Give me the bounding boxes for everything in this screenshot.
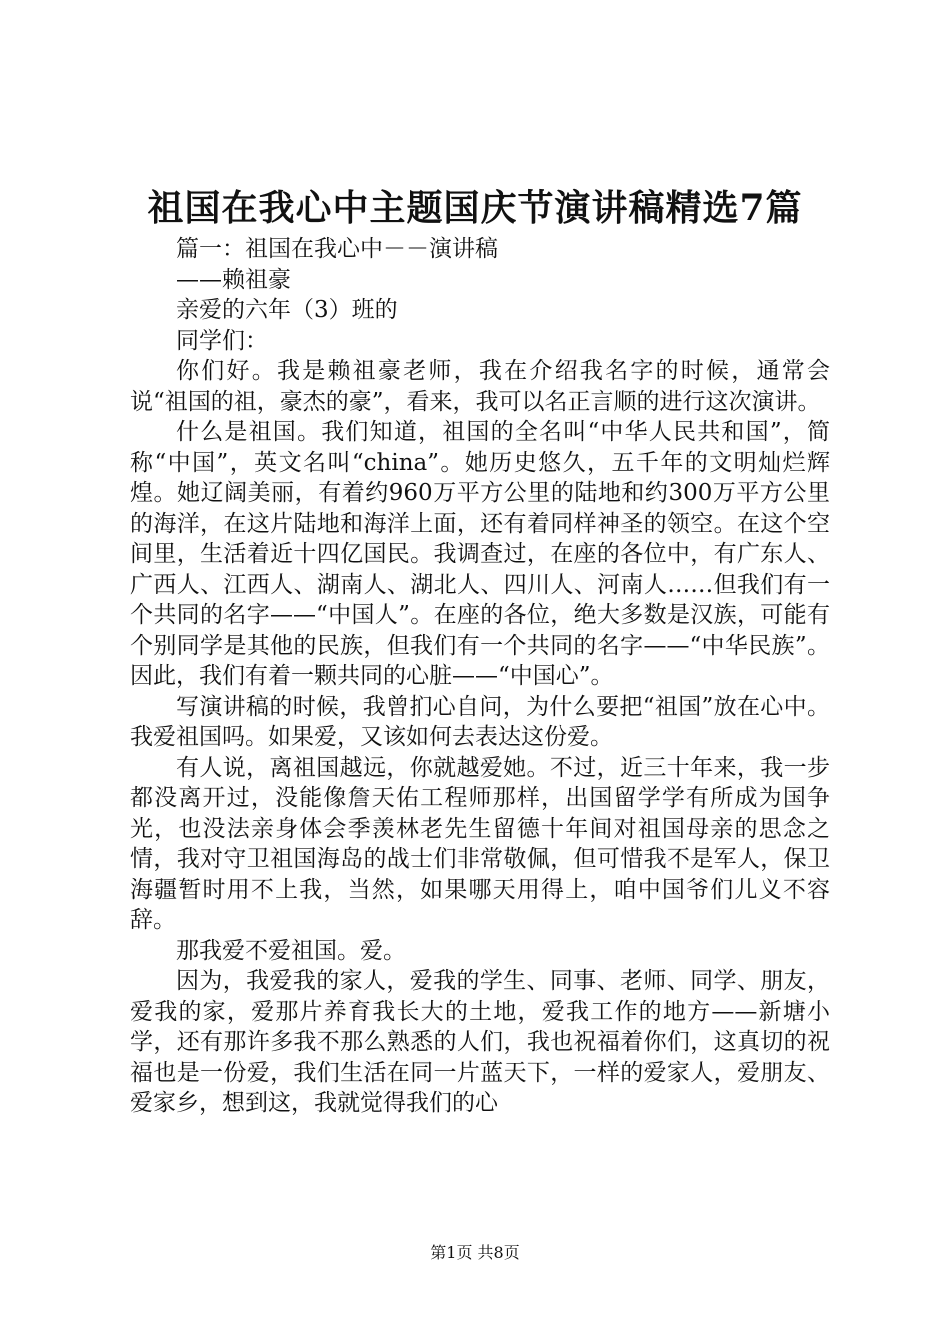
paragraph-love-answer: 那我爱不爱祖国。爱。	[176, 937, 406, 964]
paragraph-salutation-line-1: 亲爱的六年（3）班的	[176, 297, 398, 323]
document-body	[130, 234, 830, 1119]
document-title: 祖国在我心中主题国庆节演讲稿精选7篇	[147, 187, 803, 229]
paragraph-salutation-line-2: 同学们：	[176, 327, 268, 354]
page-number-footer: 第1页 共8页	[430, 1243, 520, 1262]
paragraph-what-is-motherland: 什么是祖国。我们知道，祖国的全名叫“中华人民共和国”，简称“中国”，英文名叫“china”。她历史悠久，五千年的文明灿烂辉煌。她辽阔美丽，有着约960万平方公里的陆地和约300万平方公里的海洋，在这片陆地和海洋上面，还有着同样神圣的领空。在这个空间里，生活着近十四亿国民。我调查过，在座的各位中，有广东人、广西人、江西人、湖南人、湖北人、四川人、河南人……但我们有一个共同的名字——“中国人”。在座的各位，绝大多数是汉族，可能有个别同学是其他的民族，但我们有一个共同的名字——“中华民族”。因此，我们有着一颗共同的心脏——“中国心”。	[130, 419, 830, 689]
paragraph-author: ——赖祖豪	[176, 266, 291, 293]
paragraph-because: 因为，我爱我的家人，爱我的学生、同事、老师、同学、朋友，爱我的家，爱那片养育我长大的土地，爱我工作的地方——新塘小学，还有那许多我不那么熟悉的人们，我也祝福着你们，这真切的祝福也是一份爱，我们生活在同一片蓝天下，一样的爱家人，爱朋友、爱家乡，想到这，我就觉得我们的心	[130, 968, 830, 1116]
paragraph-distance: 有人说，离祖国越远，你就越爱她。不过，近三十年来，我一步都没离开过，没能像詹天佑工程师那样，出国留学学有所成为国争光，也没法亲身体会季羡林老先生留德十年间对祖国母亲的思念之情，我对守卫祖国海岛的战士们非常敬佩，但可惜我不是军人，保卫海疆暂时用不上我，当然，如果哪天用得上，咱中国爷们儿义不容辞。	[130, 754, 830, 933]
paragraph-self-question: 写演讲稿的时候，我曾扪心自问，为什么要把“祖国”放在心中。我爱祖国吗。如果爱，又该如何去表达这份爱。	[130, 693, 830, 750]
paragraph-section-heading: 篇一：祖国在我心中－－演讲稿	[176, 236, 498, 262]
paragraph-greeting: 你们好。我是赖祖豪老师，我在介绍我名字的时候，通常会说“祖国的祖，豪杰的豪”，看来，我可以名正言顺的进行这次演讲。	[130, 358, 830, 415]
